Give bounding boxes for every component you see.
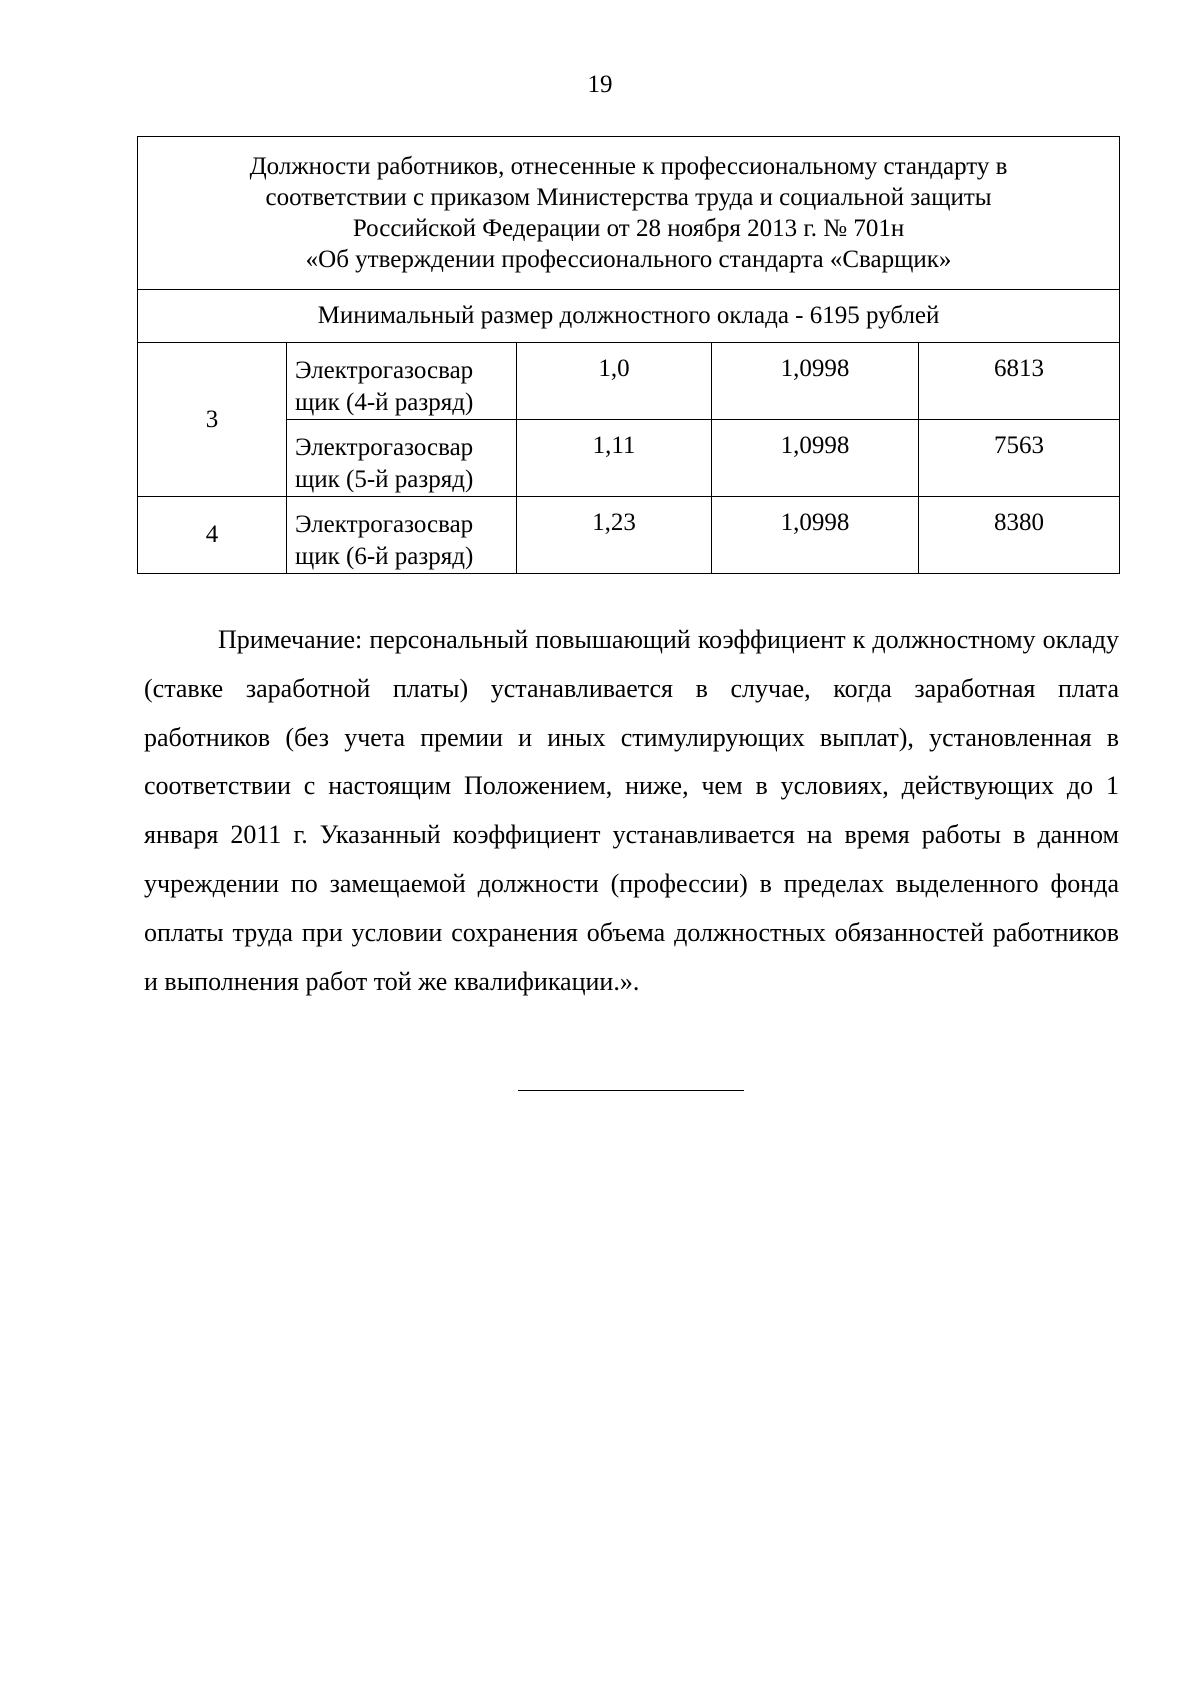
coefficient-cell: 1,0998	[712, 420, 919, 497]
position-line: щик (5-й разряд)	[295, 466, 474, 493]
end-separator-line	[518, 1090, 744, 1091]
coefficient-cell: 1,0	[517, 343, 712, 420]
table-row	[138, 343, 1120, 420]
salary-cell: 6813	[919, 343, 1120, 420]
table-header-line: Российской Федерации от 28 ноября 2013 г. № 701н	[352, 215, 905, 242]
table-header-line: Должности работников, отнесенные к профессиональному стандарту в	[249, 153, 1008, 180]
position-line: Электрогазосвар	[295, 434, 474, 461]
coefficient-cell: 1,11	[517, 420, 712, 497]
table-header-row	[138, 137, 1120, 290]
position-line: щик (4-й разряд)	[295, 389, 474, 416]
min-salary-cell: Минимальный размер должностного оклада - 6195 рублей	[138, 290, 1120, 343]
qualification-level-cell: 3	[138, 343, 287, 497]
position-line: Электрогазосвар	[295, 357, 474, 384]
position-cell	[287, 420, 517, 497]
table-header-cell	[138, 137, 1120, 290]
note-block	[144, 616, 1119, 1006]
salary-cell: 8380	[919, 497, 1120, 574]
coefficient-cell: 1,23	[517, 497, 712, 574]
table-row	[138, 497, 1120, 574]
table-header-line: «Об утверждении профессионального стандарта «Сварщик»	[305, 246, 952, 273]
position-cell	[287, 497, 517, 574]
salary-cell: 7563	[919, 420, 1120, 497]
table-header-line: соответствии с приказом Министерства труда и социальной защиты	[265, 184, 992, 211]
coefficient-cell: 1,0998	[712, 343, 919, 420]
page-number: 19	[587, 71, 613, 98]
qualification-level-cell: 4	[138, 497, 287, 574]
position-cell	[287, 343, 517, 420]
position-line: Электрогазосвар	[295, 511, 474, 538]
salary-table	[137, 136, 1120, 574]
position-line: щик (6-й разряд)	[295, 543, 474, 570]
min-salary-row	[138, 290, 1120, 343]
note-paragraph: Примечание: персональный повышающий коэффициент к должностному окладу (ставке заработной платы) устанавливается в случае, когда заработная плата работников (без учета премии и иных стимулирующих выплат), установленная в соответствии с настоящим Положением, ниже, чем в условиях, действующих до 1 января 2011 г. Указанный коэффициент устанавливается на время работы в данном учреждении по замещаемой должности (профессии) в пределах выделенного фонда оплаты труда при условии сохранения объема должностных обязанностей работников и выполнения работ той же квалификации.».	[144, 625, 1119, 996]
coefficient-cell: 1,0998	[712, 497, 919, 574]
